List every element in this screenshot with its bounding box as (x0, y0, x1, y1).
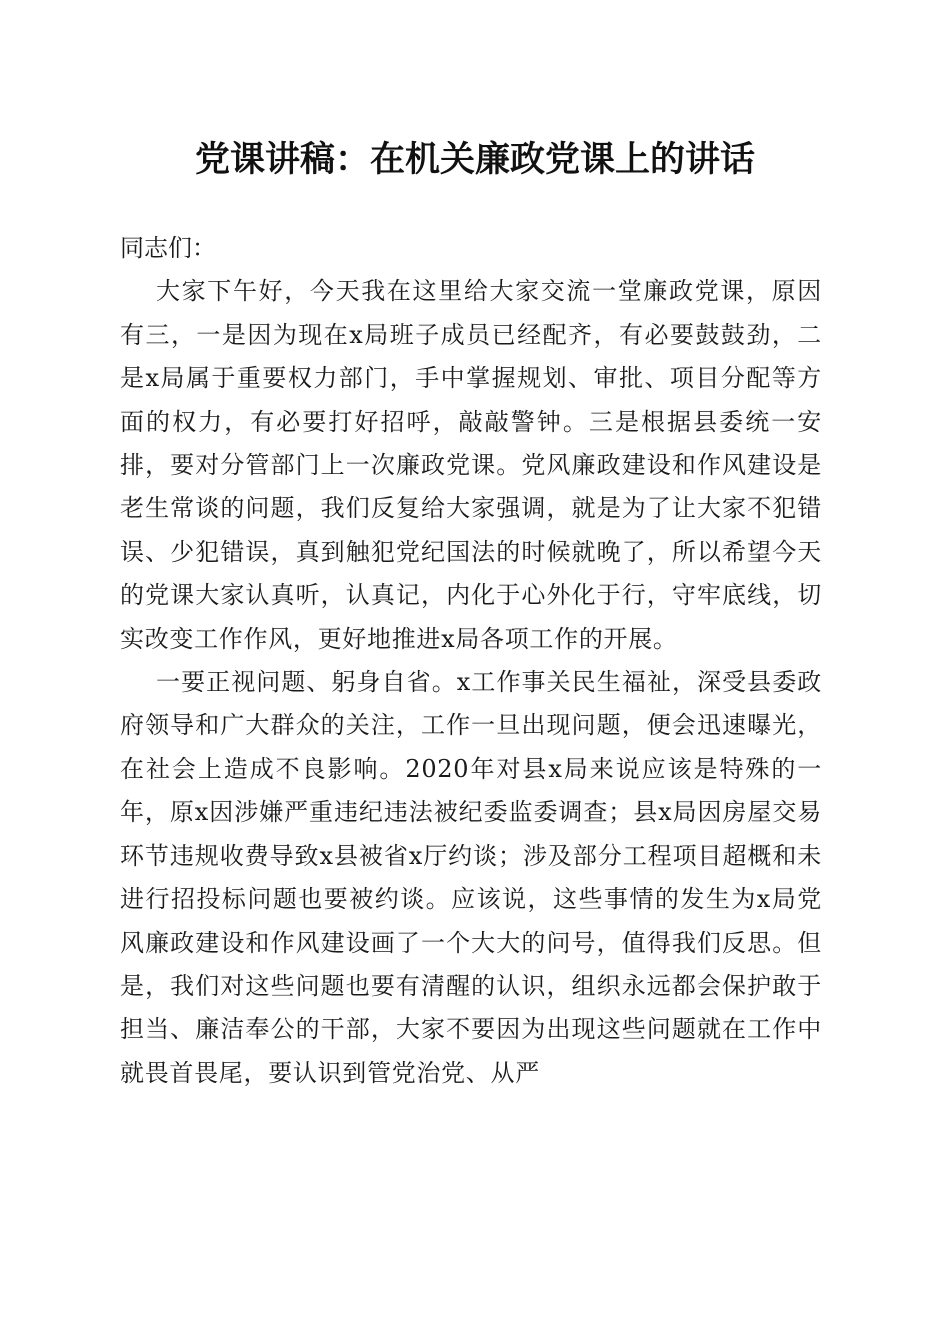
paragraph-opening: 大家下午好，今天我在这里给大家交流一堂廉政党课，原因有三，一是因为现在x局班子成员已经配齐，有必要鼓鼓劲，二是x局属于重要权力部门，手中掌握规划、审批、项目分配等方面的权力，有必要打好招呼，敲敲警钟。三是根据县委统一安排，要对分管部门上一次廉政党课。党风廉政建设和作风建设是老生常谈的问题，我们反复给大家强调，就是为了让大家不犯错误、少犯错误，真到触犯党纪国法的时候就晚了，所以希望今天的党课大家认真听，认真记，内化于心外化于行，守牢底线，切实改变工作作风，更好地推进x局各项工作的开展。 (120, 277, 822, 653)
salutation: 同志们： (120, 234, 216, 262)
paragraph-point-one: 一要正视问题、躬身自省。x工作事关民生福祉，深受县委政府领导和广大群众的关注，工作一旦出现问题，便会迅速曝光，在社会上造成不良影响。2020年对县x局来说应该是特殊的一年，原x因涉嫌严重违纪违法被纪委监委调查；县x局因房屋交易环节违规收费导致x县被省x厅约谈；涉及部分工程项目超概和未进行招投标问题也要被约谈。应该说，这些事情的发生为x局党风廉政建设和作风建设画了一个大大的问号，值得我们反思。但是，我们对这些问题也要有清醒的认识，组织永远都会保护敢于担当、廉洁奉公的干部，大家不要因为出现这些问题就在工作中就畏首畏尾，要认识到管党治党、从严 (120, 668, 822, 1087)
document-body (120, 227, 822, 1095)
document-title: 党课讲稿：在机关廉政党课上的讲话 (194, 139, 755, 180)
